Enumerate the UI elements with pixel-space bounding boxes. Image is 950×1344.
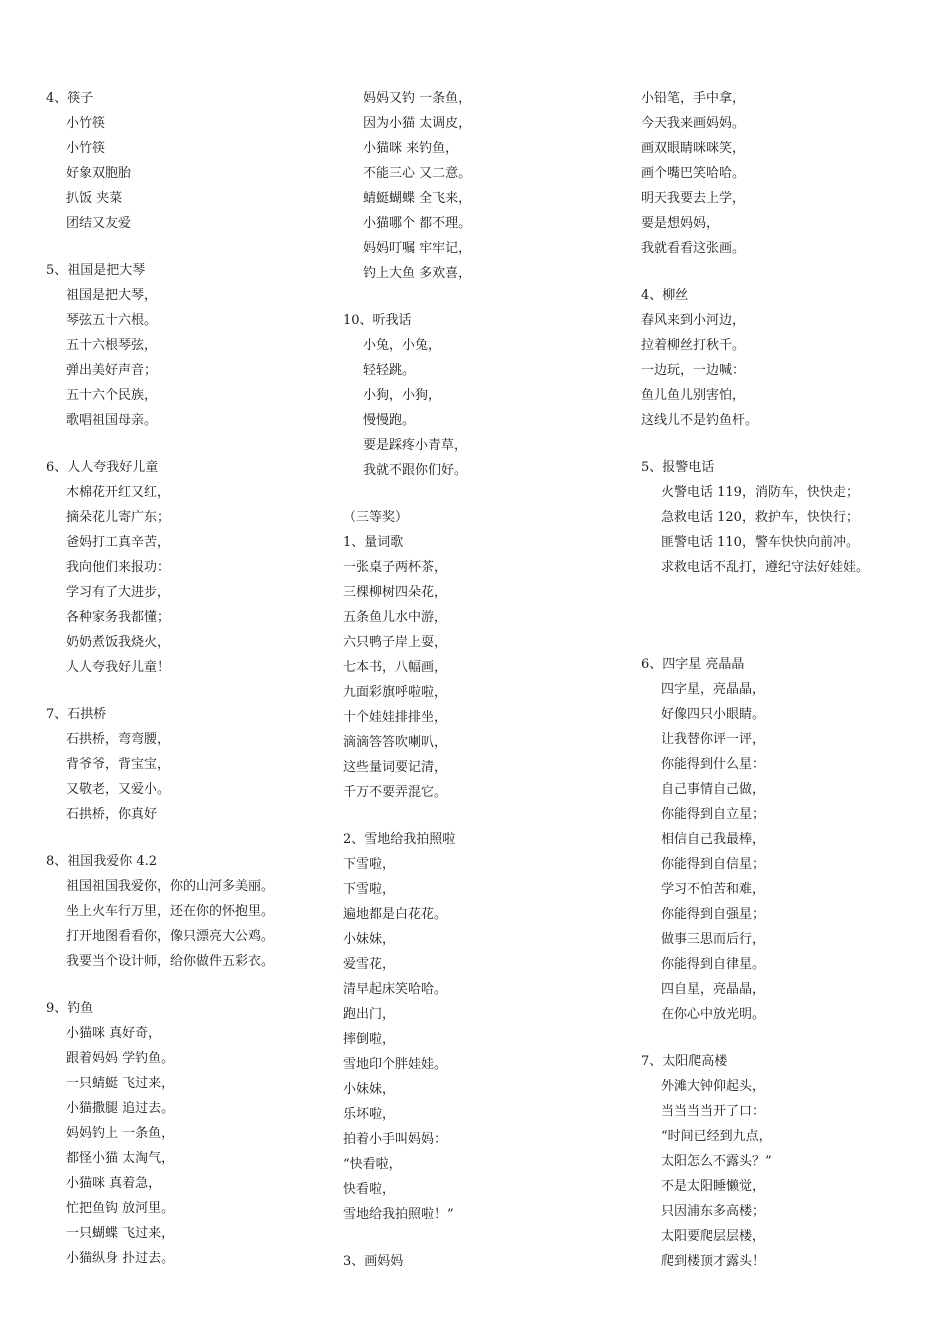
poem-line: 小猫咪 真着急， bbox=[66, 1176, 162, 1191]
poem-title: 5、祖国是把大琴 bbox=[46, 263, 146, 278]
poem-line: 滴滴答答吹喇叭， bbox=[343, 735, 448, 750]
poem-title: 6、四字星 亮晶晶 bbox=[641, 657, 745, 672]
poem-line: 忙把鱼钩 放河里。 bbox=[66, 1201, 175, 1216]
poem-line: 小妹妹， bbox=[343, 1082, 396, 1097]
poem-line: 小猫哪个 都不理。 bbox=[363, 216, 472, 231]
poem-line: 跑出门， bbox=[343, 1007, 396, 1022]
poem-line: 七本书，八幅画， bbox=[343, 660, 448, 675]
poem-line: 石拱桥，弯弯腰， bbox=[66, 732, 171, 747]
poem-title: 7、石拱桥 bbox=[46, 707, 107, 722]
poem-line: 小猫咪 来钓鱼， bbox=[363, 141, 459, 156]
poem-line: 自己事情自己做， bbox=[661, 782, 766, 797]
poem-title: 10、听我话 bbox=[343, 313, 412, 328]
poem-measure-words bbox=[343, 505, 633, 805]
poem-emergency-calls bbox=[641, 455, 941, 580]
poem-title: 1、量词歌 bbox=[343, 535, 404, 550]
poem-line: 扒饭 夹菜 bbox=[66, 191, 123, 206]
poem-line: 小狗，小狗， bbox=[363, 388, 442, 403]
poem-line: 要是想妈妈， bbox=[641, 216, 720, 231]
poem-line: 在你心中放光明。 bbox=[661, 1007, 766, 1022]
poem-title: 6、人人夸我好儿童 bbox=[46, 460, 159, 475]
poem-title: 2、雪地给我拍照啦 bbox=[343, 832, 456, 847]
poem-line: 背爷爷，背宝宝， bbox=[66, 757, 171, 772]
poem-chopsticks bbox=[46, 86, 336, 236]
poem-sun-climbs-buildings bbox=[641, 1049, 941, 1274]
poem-title: 4、柳丝 bbox=[641, 288, 689, 303]
poem-line: 乐坏啦， bbox=[343, 1107, 396, 1122]
poem-line: 匪警电话 110，警车快快向前冲。 bbox=[661, 535, 859, 550]
poem-line: 石拱桥，你真好 bbox=[66, 807, 158, 822]
poem-line: 小妹妹， bbox=[343, 932, 396, 947]
poem-line: 小铅笔，手中拿， bbox=[641, 91, 746, 106]
poem-line: 急救电话 120，救护车，快快行； bbox=[661, 510, 859, 525]
poem-willow bbox=[641, 283, 941, 433]
column-3 bbox=[641, 86, 941, 1296]
poem-line: 九面彩旗呼啦啦， bbox=[343, 685, 448, 700]
poem-line: 画个嘴巴笑哈哈。 bbox=[641, 166, 746, 181]
poem-line: 摔倒啦， bbox=[343, 1032, 396, 1047]
poem-line: 雪地给我拍照啦！” bbox=[343, 1207, 454, 1222]
poem-title: 7、太阳爬高楼 bbox=[641, 1054, 728, 1069]
column-2 bbox=[343, 86, 633, 1296]
poem-fishing-continued bbox=[343, 86, 633, 286]
poem-line: 五条鱼儿水中游， bbox=[343, 610, 448, 625]
poem-line: 因为小猫 太调皮， bbox=[363, 116, 472, 131]
poem-line: 四自星，亮晶晶， bbox=[661, 982, 766, 997]
poem-title: 3、画妈妈 bbox=[343, 1254, 404, 1269]
poem-line: 下雪啦， bbox=[343, 882, 396, 897]
poem-line: 遍地都是白花花。 bbox=[343, 907, 448, 922]
poem-line: 不能三心 又二意。 bbox=[363, 166, 472, 181]
poem-line: 好象双胞胎 bbox=[66, 166, 132, 181]
poem-title: 9、钓鱼 bbox=[46, 1001, 94, 1016]
poem-snow-photo bbox=[343, 827, 633, 1227]
poem-line: 爬到楼顶才露头！ bbox=[661, 1254, 766, 1269]
poem-line: 坐上火车行万里，还在你的怀抱里。 bbox=[66, 904, 275, 919]
poem-line: 你能得到自强星； bbox=[661, 907, 766, 922]
poem-line: 外滩大钟仰起头， bbox=[661, 1079, 766, 1094]
poem-motherland-harp bbox=[46, 258, 336, 433]
poem-line: 做事三思而后行， bbox=[661, 932, 766, 947]
poem-line: 爸妈打工真辛苦， bbox=[66, 535, 171, 550]
poem-line: 画双眼睛咪咪笑， bbox=[641, 141, 746, 156]
poem-line: 不是太阳睡懒觉， bbox=[661, 1179, 766, 1194]
poem-line: 下雪啦， bbox=[343, 857, 396, 872]
poem-line: 慢慢跑。 bbox=[363, 413, 416, 428]
poem-line: 都怪小猫 太淘气， bbox=[66, 1151, 175, 1166]
poem-line: 小猫咪 真好奇， bbox=[66, 1026, 162, 1041]
poem-love-motherland bbox=[46, 849, 336, 974]
poem-line: 打开地图看看你，像只漂亮大公鸡。 bbox=[66, 929, 275, 944]
poem-line: 我就看看这张画。 bbox=[641, 241, 746, 256]
poem-draw-mom bbox=[343, 1249, 633, 1274]
poem-line: 小猫纵身 扑过去。 bbox=[66, 1251, 175, 1266]
poem-line: 轻轻跳。 bbox=[363, 363, 416, 378]
poem-good-child bbox=[46, 455, 336, 680]
poem-line: 求救电话不乱打，遵纪守法好娃娃。 bbox=[661, 560, 870, 575]
poem-line: 我向他们来报功： bbox=[66, 560, 171, 575]
poem-line: 小竹筷 bbox=[66, 116, 106, 131]
poem-four-stars bbox=[641, 652, 941, 1027]
poem-line: 一张桌子两杯茶， bbox=[343, 560, 448, 575]
poem-line: 你能得到什么星： bbox=[661, 757, 766, 772]
poem-line: 奶奶煮饭我烧火， bbox=[66, 635, 171, 650]
poem-line: 快看啦， bbox=[343, 1182, 396, 1197]
poem-listen-to-me bbox=[343, 308, 633, 483]
poem-line: 小猫撒腿 追过去。 bbox=[66, 1101, 175, 1116]
column-1 bbox=[46, 86, 336, 1293]
poem-line: 一只蜻蜓 飞过来， bbox=[66, 1076, 175, 1091]
poem-line: 好像四只小眼睛。 bbox=[661, 707, 766, 722]
poem-line: 学习有了大进步， bbox=[66, 585, 171, 600]
poem-line: 拍着小手叫妈妈： bbox=[343, 1132, 448, 1147]
poem-line: 爱雪花， bbox=[343, 957, 396, 972]
poem-fishing bbox=[46, 996, 336, 1271]
poem-line: 木棉花开红又红， bbox=[66, 485, 171, 500]
poem-line: 相信自己我最棒， bbox=[661, 832, 766, 847]
poem-line: 你能得到自信星； bbox=[661, 857, 766, 872]
poem-line: 太阳怎么不露头？” bbox=[661, 1154, 772, 1169]
poem-line: 小竹筷 bbox=[66, 141, 106, 156]
poem-draw-mom-continued bbox=[641, 86, 941, 261]
prize-heading: （三等奖） bbox=[343, 510, 409, 525]
poem-stone-bridge bbox=[46, 702, 336, 827]
poem-title: 4、筷子 bbox=[46, 91, 94, 106]
poem-line: 一只蝴蝶 飞过来， bbox=[66, 1226, 175, 1241]
poem-line: 五十六个民族， bbox=[66, 388, 158, 403]
poem-line: 我就不跟你们好。 bbox=[363, 463, 468, 478]
poem-line: 琴弦五十六根。 bbox=[66, 313, 158, 328]
poem-line: 一边玩，一边喊： bbox=[641, 363, 746, 378]
poem-line: 我要当个设计师，给你做件五彩衣。 bbox=[66, 954, 275, 969]
poem-title: 8、祖国我爱你 4.2 bbox=[46, 854, 158, 869]
poem-line: 祖国是把大琴， bbox=[66, 288, 158, 303]
poem-line: 弹出美好声音； bbox=[66, 363, 158, 378]
poem-line: 火警电话 119，消防车，快快走； bbox=[661, 485, 859, 500]
poem-line: 钓上大鱼 多欢喜， bbox=[363, 266, 472, 281]
poem-line: “时间已经到九点， bbox=[661, 1129, 772, 1144]
poem-line: 学习不怕苦和难， bbox=[661, 882, 766, 897]
poem-line: 当当当当开了口： bbox=[661, 1104, 766, 1119]
poem-line: 只因浦东多高楼； bbox=[661, 1204, 766, 1219]
poem-line: 太阳要爬层层楼， bbox=[661, 1229, 766, 1244]
poem-line: 清早起床笑哈哈。 bbox=[343, 982, 448, 997]
poem-line: 各种家务我都懂； bbox=[66, 610, 171, 625]
poem-line: 鱼儿鱼儿别害怕， bbox=[641, 388, 746, 403]
poem-line: 妈妈叮嘱 牢牢记， bbox=[363, 241, 472, 256]
poem-line: 团结又友爱 bbox=[66, 216, 132, 231]
poem-line: 人人夸我好儿童！ bbox=[66, 660, 171, 675]
poem-line: 摘朵花儿寄广东； bbox=[66, 510, 171, 525]
poem-title: 5、报警电话 bbox=[641, 460, 715, 475]
poem-line: 这线儿不是钓鱼杆。 bbox=[641, 413, 759, 428]
poem-line: 你能得到自立星； bbox=[661, 807, 766, 822]
poem-line: “快看啦， bbox=[343, 1157, 402, 1172]
poem-line: 歌唱祖国母亲。 bbox=[66, 413, 158, 428]
poem-line: 妈妈钓上 一条鱼， bbox=[66, 1126, 175, 1141]
poem-line: 妈妈又钓 一条鱼， bbox=[363, 91, 472, 106]
poem-line: 要是踩疼小青草， bbox=[363, 438, 468, 453]
poem-line: 三棵柳树四朵花， bbox=[343, 585, 448, 600]
poem-line: 明天我要去上学， bbox=[641, 191, 746, 206]
poem-line: 春风来到小河边， bbox=[641, 313, 746, 328]
poem-line: 又敬老，又爱小。 bbox=[66, 782, 171, 797]
poem-line: 让我替你评一评， bbox=[661, 732, 766, 747]
poem-line: 雪地印个胖娃娃。 bbox=[343, 1057, 448, 1072]
poem-line: 五十六根琴弦， bbox=[66, 338, 158, 353]
poem-line: 你能得到自律星。 bbox=[661, 957, 766, 972]
poem-line: 四字星，亮晶晶， bbox=[661, 682, 766, 697]
poem-line: 千万不要弄混它。 bbox=[343, 785, 448, 800]
poem-line: 十个娃娃排排坐， bbox=[343, 710, 448, 725]
poem-line: 蜻蜓蝴蝶 全飞来， bbox=[363, 191, 472, 206]
poem-line: 小兔，小兔， bbox=[363, 338, 442, 353]
poem-line: 六只鸭子岸上耍， bbox=[343, 635, 448, 650]
poem-line: 祖国祖国我爱你，你的山河多美丽。 bbox=[66, 879, 275, 894]
poem-line: 今天我来画妈妈。 bbox=[641, 116, 746, 131]
poem-line: 这些量词要记清， bbox=[343, 760, 448, 775]
poem-line: 拉着柳丝打秋千。 bbox=[641, 338, 746, 353]
poem-line: 跟着妈妈 学钓鱼。 bbox=[66, 1051, 175, 1066]
